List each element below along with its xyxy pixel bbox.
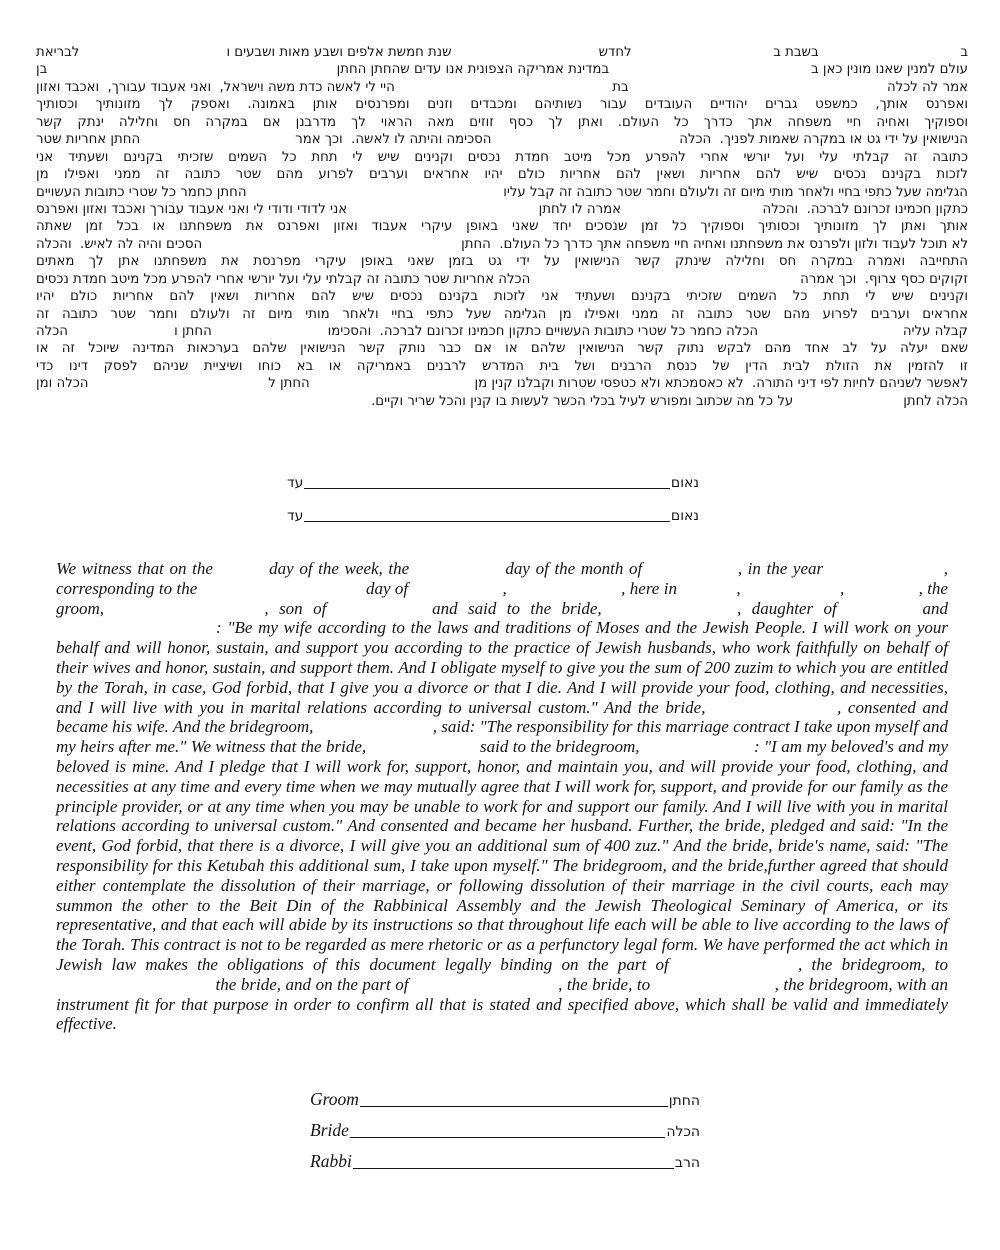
- blank-bride-father[interactable]: [847, 613, 912, 614]
- hebrew-text-segment: על כל מה שכתוב ומפורש לעיל בכלי הכשר לעשות בו קנין והכל שריר וקיים.: [371, 393, 794, 409]
- hebrew-text-segment: זקוקים כסף צרוף. וכך אמרה: [800, 271, 968, 287]
- hebrew-text-segment: החתן ל: [268, 376, 310, 392]
- blank-groom-name[interactable]: [47, 72, 336, 73]
- hebrew-line-9: [36, 184, 968, 201]
- blank-bride-name[interactable]: [68, 334, 174, 335]
- blank-blank[interactable]: [793, 404, 903, 405]
- naum-label: נאום: [670, 508, 699, 524]
- blank-groom-name[interactable]: [644, 751, 754, 752]
- hebrew-text-segment: לאפשר לשניהם לחיות לפי דיני התורה. לא כאסמכתא ולא כטפסי שטרות וקבלנו קנין מן: [474, 376, 968, 392]
- bride-hebrew-label: הכלה: [666, 1124, 700, 1140]
- blank-groom-name[interactable]: [140, 142, 295, 143]
- blank-groom-name[interactable]: [655, 989, 775, 990]
- blank-secular-month[interactable]: [413, 593, 503, 594]
- blank-groom-name[interactable]: [318, 731, 433, 732]
- hebrew-text-segment: היי לי לאשה כדת משה וישראל, ואני אעבוד עבורך, ואכבד ואזון: [36, 79, 395, 95]
- blank-bride-name[interactable]: [530, 282, 800, 283]
- witness-2-signature-line[interactable]: [304, 519, 670, 522]
- blank-groom-parents[interactable]: [337, 613, 422, 614]
- hebrew-text-segment: אמרה לו לחתן: [538, 201, 622, 217]
- hebrew-text-segment: הגלימה שעל כתפי בחיי ולאחר מותי מיום זה ולעולם וחמר שטר כתובה זה קבל עליו: [503, 184, 968, 200]
- blank-bride-name[interactable]: [621, 212, 763, 213]
- rabbi-signature-line[interactable]: [353, 1166, 674, 1169]
- blank-bride-parents[interactable]: [395, 90, 613, 91]
- hebrew-text-segment: במדינת אמריקה הצפונית אנו עדים שהחתן החתן: [336, 62, 610, 78]
- hebrew-line-3: [36, 79, 968, 96]
- blank-groom-name[interactable]: [310, 386, 475, 387]
- blank-bride-name[interactable]: [712, 712, 837, 713]
- hebrew-text-segment: שנת חמשת אלפים ושבע מאות ושבעים ו: [226, 45, 452, 60]
- blank-day-of-month[interactable]: [415, 573, 500, 574]
- blank-bride-mother[interactable]: [56, 632, 216, 633]
- hebrew-text-segment: בשבת ב: [773, 45, 819, 60]
- blank-country[interactable]: [849, 593, 919, 594]
- bride-signature-row: [310, 1117, 702, 1140]
- blank-bride-name[interactable]: [88, 386, 268, 387]
- hebrew-text-segment: הכלה ומן: [36, 376, 89, 392]
- hebrew-line-21: [36, 393, 968, 410]
- blank-day-of-month[interactable]: [632, 55, 774, 56]
- blank-bride-name[interactable]: [56, 989, 211, 990]
- blank-state[interactable]: [745, 593, 840, 594]
- hebrew-line-4: ואפרנס אותך, כמשפט גברים יהודיים העובדים עבור נשותיהם ומכבדים וזנים ומפרנסים אותן באמונה. ואספק לך מזונותיך וכסותיך: [36, 97, 968, 113]
- naum-label: נאום: [670, 475, 699, 491]
- blank-bride-name[interactable]: [413, 989, 558, 990]
- hebrew-text-segment: הכלה: [36, 324, 68, 339]
- hebrew-text-segment: אמר לה לכלה: [887, 79, 968, 95]
- blank-secular-year[interactable]: [511, 593, 621, 594]
- hebrew-line-10: [36, 201, 968, 218]
- blank-secular-day[interactable]: [202, 593, 362, 594]
- blank-groom-name[interactable]: [114, 613, 264, 614]
- blank-year[interactable]: [79, 55, 226, 56]
- hebrew-text-segment: לחדש: [598, 45, 632, 60]
- hebrew-text-segment: הנישואין על ידי גט או במקרה שאמות לפניך. הכלה: [679, 132, 968, 148]
- rabbi-signature-row: [310, 1148, 702, 1171]
- hebrew-line-1: [36, 44, 968, 61]
- rabbi-label: Rabbi: [310, 1150, 352, 1171]
- witness-line-1: [287, 474, 699, 491]
- bride-signature-line[interactable]: [350, 1135, 665, 1138]
- hebrew-text-segment: אני לדודי ודודי לי ואני אעבוד עבורך ואכבד ואזון ואפרנס: [36, 201, 348, 217]
- hebrew-text-segment: החתן כחמר כל שטרי כתובות העשויים: [36, 184, 247, 200]
- hebrew-text-segment: החתן אחריות שטר: [36, 132, 141, 148]
- blank-bride-name[interactable]: [371, 751, 476, 752]
- hebrew-text-segment: כתקון חכמינו זכרונם לברכה. והכלה: [762, 201, 968, 217]
- blank-hebrew-year[interactable]: [829, 573, 944, 574]
- blank-bride-name[interactable]: [612, 613, 737, 614]
- blank-bride-name[interactable]: [629, 90, 887, 91]
- hebrew-line-15: וקנינים שיש לי תחת כל השמים שזכיתי בקנינם ושעתיד אני לזכות בקנינם נכסים שיש להם אחריות ושאין להם אחריות כולם יהיו: [36, 289, 968, 305]
- blank-day-of-week[interactable]: [219, 573, 264, 574]
- hebrew-ketubah-text: [36, 44, 968, 410]
- hebrew-line-14: [36, 271, 968, 288]
- blank-day-of-week[interactable]: [819, 55, 961, 56]
- blank-month[interactable]: [452, 55, 599, 56]
- ed-label: עד: [287, 508, 304, 524]
- hebrew-text-segment: הסכים והיה לה לאיש. והכלה: [36, 236, 203, 252]
- hebrew-text-segment: הסכימה והיתה לו לאשה. וכך אמר: [295, 132, 492, 148]
- blank-groom-name[interactable]: [347, 212, 538, 213]
- blank-groom-name[interactable]: [202, 247, 461, 248]
- groom-signature-row: [310, 1086, 702, 1109]
- blank-city[interactable]: [609, 72, 811, 73]
- blank-groom-name[interactable]: [212, 334, 328, 335]
- hebrew-text-segment: בת: [612, 79, 629, 95]
- hebrew-line-12: [36, 236, 968, 253]
- hebrew-text-segment: בן: [36, 62, 48, 78]
- hebrew-line-11: אותך ואתן לך מזונותיך וכסותיך וספוקיך כל זמן שנסכים יחד שאני באופן עיקרי אעבוד ואזון ואפרנס את משפחתנו או בכל זמן שאתה: [36, 219, 968, 235]
- hebrew-text-segment: ב: [960, 45, 968, 60]
- hebrew-line-16: אחראים וערבים לפרוע מהם שטר כתובה זה ממני ואפילו מן הגלימה שעל כתפי בחיי ולאחר מותי מיום זה ולעולם וחמר שטר כתובה זה: [36, 306, 968, 322]
- witness-line-2: [287, 507, 699, 524]
- blank-bride-name[interactable]: [492, 142, 680, 143]
- hebrew-line-6: [36, 131, 968, 148]
- hebrew-text-segment: קבלה עליה: [902, 324, 968, 339]
- groom-hebrew-label: החתן: [668, 1093, 700, 1109]
- groom-label: Groom: [310, 1088, 359, 1109]
- hebrew-line-8: לזכות בקנינם נכסים שיש להם אחריות ושאין להם אחריות כולם יהיו אחראים וערבים לפרוע מהם שטר כתובה זה ממני ואפילו מן: [36, 167, 968, 183]
- blank-groom-name[interactable]: [247, 195, 504, 196]
- witness-1-signature-line[interactable]: [304, 486, 670, 489]
- hebrew-text-segment: לבריאת: [36, 45, 80, 60]
- blank-groom-name[interactable]: [678, 969, 798, 970]
- witness-signatures: [287, 474, 699, 540]
- hebrew-line-13: התחייבה ואמרה במקרה חס וחלילה שינתק קשר הנישואין על ידי גט בזמן שאני באופן עיקרי מפרנסת את משפחתנו אתן לך מאתים: [36, 254, 968, 270]
- blank-bride-name[interactable]: [758, 334, 903, 335]
- hebrew-text-segment: לא תוכל לעבוד ולזון ולפרנס את משפחתנו ואחיה חיי משפחה אתך כדרך כל העולם. החתן: [461, 236, 968, 252]
- hebrew-line-19: זו להזמין את הזולת לבית הדין של כנסת הרבנים ושל בית המדרש לרבנים באמריקה או בא כוחו ושיציית שניהם לפסק דינו כדי: [36, 358, 968, 374]
- hebrew-text-segment: הכלה אחריות שטר כתובה זה קבלתי עלי ועל יורשי אחרי להפרע מכל מיטב חמדת נכסים: [36, 271, 531, 287]
- groom-signature-line[interactable]: [360, 1104, 668, 1107]
- hebrew-line-7: כתובה זה קבלתי עלי ועל יורשי אחרי להפרע מכל מיטב חמדת נכסים וקנינים שיש לי תחת כל השמים שזכיתי בקנינם ושעתיד אני: [36, 149, 968, 165]
- hebrew-line-20: [36, 375, 968, 392]
- hebrew-text-segment: הכלה לחתן: [903, 393, 968, 409]
- hebrew-line-18: שאם יעלה על לב אחד מהם לבקש נתוק קשר הנישואין שלהם או אם כבר נותק קשר הנישואין שלהם בערכאות המדינה שיוכל זה או: [36, 341, 968, 357]
- hebrew-text-segment: החתן ו: [174, 324, 212, 339]
- signature-block: [310, 1086, 702, 1179]
- hebrew-line-2: [36, 61, 968, 78]
- bride-label: Bride: [310, 1119, 349, 1140]
- hebrew-text-segment: עולם למנין שאנו מונין כאן ב: [810, 62, 968, 78]
- english-ketubah-text: We witness that on the day of the week, the day of the month of , in the year , corresponding to the day of , , here in , , , the groom, , son of and said to the bride, , daughter of and : "Be my wife according to the laws and traditions of Moses and the Jewish People. I will work on your behalf and will honor, sustain, and support you according to the practice of Jewish husbands, who work faithfully on behalf of their wives and honor, sustain, and support them. And I obligate myself to give you the sum of 200 zuzim to which you are entitled by the Torah, in case, God forbid, that I give you a divorce or that I die. And I will provide your food, clothing, and necessities, and I will live with you in marital relations according to universal custom." And the bride, , consented and became his wife. And the bridegroom, , said: "The responsibility for this marriage contract I take upon myself and my heirs after me." We witness that the bride, said to the bridegroom, : "I am my beloved's and my beloved is mine. And I pledge that I will work for, support, honor, and maintain you, and will provide your food, clothing, and necessities at any time and every time when we may mutually agree that I will work for, support, and provide for our family as the principle provider, or at any time when you may be unable to work for and support our family. And I will live with you in marital relations according to universal custom." And consented and became her husband. Further, the bride, pledged and said: "In the event, God forbid, that there is a divorce, I will give you an additional sum of 400 zuz." And the bride, bride's name, said: "The responsibility for this Ketubah this additional sum, I take upon myself." The bridegroom, and the bride,further agreed that should either contemplate the dissolution of their marriage, or following dissolution of their marriage in the civil courts, each may summon the other to the Beit Din of the Rabbinical Assembly and the Jewish Theological Seminary of America, or its representative, and that each will abide by its instructions so that throughout life each will be able to live according to the laws of the Torah. This contract is not to be regarded as mere rhetoric or as a perfunctory legal form. We have performed the act which in Jewish law makes the obligations of this document legally binding on the part of , the bridegroom, to the bride, and on the part of , the bride, to , the bridegroom, with an instrument fit for that purpose in order to confirm all that is stated and specified above, which shall be valid and immediately effective.: [56, 559, 949, 1034]
- ed-label: עד: [287, 475, 304, 491]
- hebrew-text-segment: הכלה כחמר כל שטרי כתובות העשויים כתקון חכמינו זכרונם לברכה. והסכימו: [327, 324, 759, 339]
- rabbi-hebrew-label: הרב: [674, 1155, 700, 1171]
- hebrew-line-17: [36, 323, 968, 340]
- blank-city[interactable]: [681, 593, 736, 594]
- hebrew-line-5: וספוקיך ואחיה חיי משפחה אתך כדרך כל העולם. ואתן לך כסף זוזים מאה הראוי לך מדרבנן אם במקרה חס וחלילה ינתק קשר: [36, 114, 968, 130]
- blank-hebrew-month[interactable]: [648, 573, 738, 574]
